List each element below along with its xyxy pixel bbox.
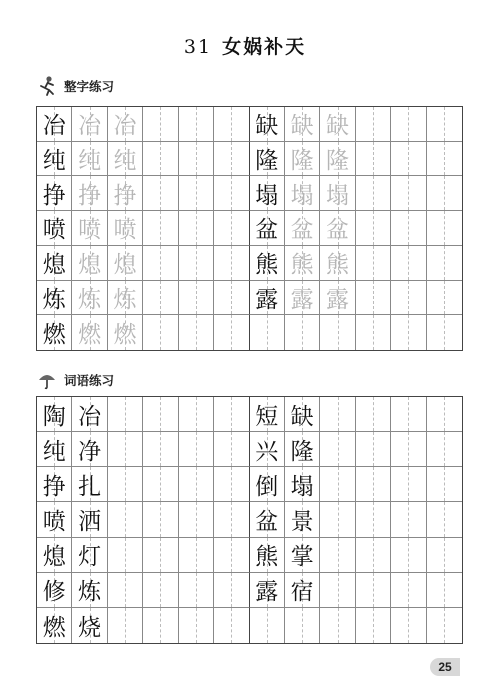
grid-cell[interactable] xyxy=(250,107,285,142)
grid-cell[interactable] xyxy=(108,397,143,432)
grid-cell[interactable] xyxy=(427,211,462,246)
grid-cell[interactable] xyxy=(143,176,178,211)
grid-cell[interactable] xyxy=(391,502,426,537)
grid-cell[interactable] xyxy=(391,211,426,246)
grid-cell[interactable] xyxy=(143,107,178,142)
grid-cell[interactable] xyxy=(320,142,355,177)
grid-cell[interactable] xyxy=(356,315,391,350)
grid-cell[interactable] xyxy=(427,315,462,350)
grid-cell[interactable] xyxy=(356,502,391,537)
grid-cell[interactable] xyxy=(427,176,462,211)
grid-cell[interactable] xyxy=(214,432,249,467)
grid-cell[interactable] xyxy=(108,573,143,608)
grid-cell[interactable] xyxy=(391,573,426,608)
grid-cell[interactable] xyxy=(427,107,462,142)
grid-cell[interactable] xyxy=(250,573,285,608)
grid-cell[interactable] xyxy=(285,538,320,573)
grid-cell[interactable] xyxy=(143,211,178,246)
model-character: 燃 xyxy=(42,614,66,641)
grid-cell[interactable] xyxy=(143,467,178,502)
grid-cell[interactable] xyxy=(427,246,462,281)
grid-cell[interactable] xyxy=(285,432,320,467)
model-character: 兴 xyxy=(255,438,279,465)
grid-cell[interactable] xyxy=(143,397,178,432)
grid-cell[interactable] xyxy=(214,246,249,281)
grid-cell[interactable] xyxy=(37,608,72,643)
grid-cell[interactable] xyxy=(320,467,355,502)
grid-cell[interactable] xyxy=(214,502,249,537)
grid-cell[interactable] xyxy=(320,211,355,246)
model-character: 炼 xyxy=(78,579,102,606)
grid-cell[interactable] xyxy=(320,281,355,316)
section-label-zhengzi: 整字练习 xyxy=(64,79,115,94)
grid-cell[interactable] xyxy=(37,432,72,467)
grid-cell[interactable] xyxy=(356,608,391,643)
grid-cell[interactable] xyxy=(72,538,107,573)
trace-character: 隆 xyxy=(326,148,350,175)
grid-cell[interactable] xyxy=(179,608,214,643)
grid-cell[interactable] xyxy=(72,211,107,246)
grid-cell[interactable] xyxy=(179,432,214,467)
trace-character: 挣 xyxy=(113,182,137,209)
grid-cell[interactable] xyxy=(391,142,426,177)
grid-cell[interactable] xyxy=(214,107,249,142)
zhengzi-grid xyxy=(36,106,463,351)
grid-cell[interactable] xyxy=(391,246,426,281)
grid-cell[interactable] xyxy=(179,281,214,316)
model-character: 塌 xyxy=(255,182,279,209)
grid-cell[interactable] xyxy=(320,107,355,142)
grid-cell[interactable] xyxy=(285,246,320,281)
grid-cell[interactable] xyxy=(250,397,285,432)
grid-cell[interactable] xyxy=(37,246,72,281)
grid-cell[interactable] xyxy=(356,397,391,432)
model-character: 景 xyxy=(290,508,314,535)
model-character: 熊 xyxy=(255,544,279,571)
grid-cell[interactable] xyxy=(250,432,285,467)
trace-character: 缺 xyxy=(290,113,314,140)
grid-cell[interactable] xyxy=(250,246,285,281)
grid-cell[interactable] xyxy=(391,432,426,467)
trace-character: 冶 xyxy=(78,113,102,140)
grid-cell[interactable] xyxy=(214,281,249,316)
grid-cell[interactable] xyxy=(108,502,143,537)
grid-cell[interactable] xyxy=(356,246,391,281)
grid-cell[interactable] xyxy=(72,281,107,316)
page-number: 25 xyxy=(430,658,460,676)
grid-cell[interactable] xyxy=(179,142,214,177)
grid-cell[interactable] xyxy=(214,315,249,350)
grid-cell[interactable] xyxy=(214,608,249,643)
model-character: 倒 xyxy=(255,473,279,500)
grid-cell[interactable] xyxy=(285,397,320,432)
trace-character: 燃 xyxy=(113,322,137,349)
grid-cell[interactable] xyxy=(285,211,320,246)
grid-cell[interactable] xyxy=(72,467,107,502)
grid-cell[interactable] xyxy=(108,467,143,502)
grid-cell[interactable] xyxy=(37,107,72,142)
grid-cell[interactable] xyxy=(108,211,143,246)
grid-cell[interactable] xyxy=(37,538,72,573)
model-character: 挣 xyxy=(42,182,66,209)
trace-character: 熊 xyxy=(326,252,350,279)
grid-cell[interactable] xyxy=(391,315,426,350)
model-character: 露 xyxy=(255,579,279,606)
grid-cell[interactable] xyxy=(37,315,72,350)
grid-cell[interactable] xyxy=(356,281,391,316)
trace-character: 隆 xyxy=(290,148,314,175)
grid-cell[interactable] xyxy=(179,176,214,211)
grid-cell[interactable] xyxy=(143,281,178,316)
grid-cell[interactable] xyxy=(320,397,355,432)
grid-cell[interactable] xyxy=(37,573,72,608)
grid-cell[interactable] xyxy=(214,467,249,502)
grid-cell[interactable] xyxy=(72,608,107,643)
grid-cell[interactable] xyxy=(320,608,355,643)
grid-cell[interactable] xyxy=(37,176,72,211)
grid-cell[interactable] xyxy=(391,538,426,573)
grid-cell[interactable] xyxy=(250,502,285,537)
grid-cell[interactable] xyxy=(179,246,214,281)
trace-character: 燃 xyxy=(78,322,102,349)
grid-cell[interactable] xyxy=(250,608,285,643)
grid-cell[interactable] xyxy=(250,538,285,573)
grid-cell[interactable] xyxy=(37,467,72,502)
model-character: 短 xyxy=(255,403,279,430)
model-character: 盆 xyxy=(255,217,279,244)
grid-cell[interactable] xyxy=(143,573,178,608)
model-character: 盆 xyxy=(255,508,279,535)
trace-character: 炼 xyxy=(113,286,137,313)
grid-cell[interactable] xyxy=(37,281,72,316)
grid-cell[interactable] xyxy=(179,573,214,608)
grid-cell[interactable] xyxy=(72,315,107,350)
grid-cell[interactable] xyxy=(285,176,320,211)
grid-cell[interactable] xyxy=(72,573,107,608)
grid-cell[interactable] xyxy=(72,432,107,467)
grid-cell[interactable] xyxy=(108,432,143,467)
trace-character: 熊 xyxy=(290,252,314,279)
grid-cell[interactable] xyxy=(285,608,320,643)
model-character: 洒 xyxy=(78,508,102,535)
trace-character: 挣 xyxy=(78,182,102,209)
trace-character: 纯 xyxy=(113,148,137,175)
grid-cell[interactable] xyxy=(427,281,462,316)
model-character: 隆 xyxy=(255,148,279,175)
model-character: 净 xyxy=(78,438,102,465)
model-character: 扎 xyxy=(78,473,102,500)
grid-cell[interactable] xyxy=(285,467,320,502)
trace-character: 盆 xyxy=(326,217,350,244)
grid-cell[interactable] xyxy=(427,538,462,573)
model-character: 冶 xyxy=(78,403,102,430)
trace-character: 炼 xyxy=(78,286,102,313)
grid-cell[interactable] xyxy=(143,538,178,573)
grid-cell[interactable] xyxy=(391,281,426,316)
grid-cell[interactable] xyxy=(72,142,107,177)
grid-cell[interactable] xyxy=(214,573,249,608)
grid-cell[interactable] xyxy=(391,397,426,432)
model-character: 掌 xyxy=(290,544,314,571)
grid-cell[interactable] xyxy=(356,538,391,573)
grid-cell[interactable] xyxy=(250,281,285,316)
grid-cell[interactable] xyxy=(320,432,355,467)
trace-character: 熄 xyxy=(78,252,102,279)
grid-cell[interactable] xyxy=(320,573,355,608)
ciyu-grid xyxy=(36,396,463,644)
grid-cell[interactable] xyxy=(356,211,391,246)
model-character: 缺 xyxy=(290,403,314,430)
trace-character: 纯 xyxy=(78,148,102,175)
grid-cell[interactable] xyxy=(143,608,178,643)
grid-cell[interactable] xyxy=(320,176,355,211)
trace-character: 塌 xyxy=(290,182,314,209)
grid-cell[interactable] xyxy=(143,432,178,467)
grid-cell[interactable] xyxy=(214,211,249,246)
model-character: 修 xyxy=(42,579,66,606)
grid-cell[interactable] xyxy=(250,315,285,350)
trace-character: 熄 xyxy=(113,252,137,279)
grid-cell[interactable] xyxy=(285,573,320,608)
running-figure-icon xyxy=(36,75,58,97)
grid-cell[interactable] xyxy=(320,538,355,573)
grid-cell[interactable] xyxy=(356,467,391,502)
grid-cell[interactable] xyxy=(356,142,391,177)
grid-cell[interactable] xyxy=(72,246,107,281)
trace-character: 缺 xyxy=(326,113,350,140)
grid-cell[interactable] xyxy=(108,538,143,573)
model-character: 熄 xyxy=(42,252,66,279)
trace-character: 喷 xyxy=(78,217,102,244)
model-character: 宿 xyxy=(290,579,314,606)
model-character: 冶 xyxy=(42,113,66,140)
grid-cell[interactable] xyxy=(108,107,143,142)
grid-cell[interactable] xyxy=(356,573,391,608)
grid-cell[interactable] xyxy=(179,211,214,246)
grid-cell[interactable] xyxy=(250,176,285,211)
grid-cell[interactable] xyxy=(179,467,214,502)
grid-cell[interactable] xyxy=(214,142,249,177)
grid-cell[interactable] xyxy=(427,573,462,608)
model-character: 灯 xyxy=(78,544,102,571)
model-character: 纯 xyxy=(42,438,66,465)
grid-cell[interactable] xyxy=(72,502,107,537)
trace-character: 盆 xyxy=(290,217,314,244)
model-character: 熊 xyxy=(255,252,279,279)
lesson-title xyxy=(0,32,490,59)
grid-cell[interactable] xyxy=(108,142,143,177)
grid-cell[interactable] xyxy=(143,502,178,537)
grid-cell[interactable] xyxy=(214,397,249,432)
grid-cell[interactable] xyxy=(427,432,462,467)
grid-cell[interactable] xyxy=(391,176,426,211)
grid-cell[interactable] xyxy=(72,176,107,211)
grid-cell[interactable] xyxy=(37,211,72,246)
model-character: 挣 xyxy=(42,473,66,500)
lesson-name: 女娲补天 xyxy=(222,36,307,58)
grid-cell[interactable] xyxy=(250,211,285,246)
grid-cell[interactable] xyxy=(285,502,320,537)
model-character: 塌 xyxy=(290,473,314,500)
grid-cell[interactable] xyxy=(179,502,214,537)
grid-cell[interactable] xyxy=(143,142,178,177)
grid-cell[interactable] xyxy=(320,315,355,350)
grid-cell[interactable] xyxy=(143,246,178,281)
grid-cell[interactable] xyxy=(250,142,285,177)
model-character: 燃 xyxy=(42,322,66,349)
grid-cell[interactable] xyxy=(285,107,320,142)
grid-cell[interactable] xyxy=(108,315,143,350)
grid-cell[interactable] xyxy=(391,608,426,643)
model-character: 炼 xyxy=(42,286,66,313)
model-character: 熄 xyxy=(42,544,66,571)
model-character: 缺 xyxy=(255,113,279,140)
section-header-zhengzi xyxy=(36,74,114,98)
grid-cell[interactable] xyxy=(37,142,72,177)
model-character: 喷 xyxy=(42,217,66,244)
grid-cell[interactable] xyxy=(143,315,178,350)
grid-cell[interactable] xyxy=(108,608,143,643)
umbrella-icon xyxy=(36,369,58,391)
model-character: 露 xyxy=(255,286,279,313)
grid-cell[interactable] xyxy=(179,538,214,573)
section-label-ciyu: 词语练习 xyxy=(64,373,115,388)
grid-cell[interactable] xyxy=(108,246,143,281)
trace-character: 冶 xyxy=(113,113,137,140)
grid-cell[interactable] xyxy=(320,246,355,281)
trace-character: 塌 xyxy=(326,182,350,209)
lesson-number: 31 xyxy=(183,36,213,58)
grid-cell[interactable] xyxy=(250,467,285,502)
grid-cell[interactable] xyxy=(427,502,462,537)
model-character: 陶 xyxy=(42,403,66,430)
grid-cell[interactable] xyxy=(427,608,462,643)
grid-cell[interactable] xyxy=(214,176,249,211)
grid-cell[interactable] xyxy=(427,467,462,502)
trace-character: 露 xyxy=(326,286,350,313)
grid-cell[interactable] xyxy=(108,281,143,316)
grid-cell[interactable] xyxy=(356,432,391,467)
trace-character: 露 xyxy=(290,286,314,313)
grid-cell[interactable] xyxy=(427,142,462,177)
grid-cell[interactable] xyxy=(356,176,391,211)
grid-cell[interactable] xyxy=(72,107,107,142)
grid-cell[interactable] xyxy=(391,467,426,502)
grid-cell[interactable] xyxy=(391,107,426,142)
grid-cell[interactable] xyxy=(72,397,107,432)
trace-character: 喷 xyxy=(113,217,137,244)
grid-cell[interactable] xyxy=(285,142,320,177)
grid-cell[interactable] xyxy=(108,176,143,211)
grid-cell[interactable] xyxy=(179,107,214,142)
model-character: 烧 xyxy=(78,614,102,641)
grid-cell[interactable] xyxy=(37,502,72,537)
grid-cell[interactable] xyxy=(214,538,249,573)
grid-cell[interactable] xyxy=(320,502,355,537)
grid-cell[interactable] xyxy=(285,315,320,350)
grid-cell[interactable] xyxy=(427,397,462,432)
grid-cell[interactable] xyxy=(37,397,72,432)
model-character: 喷 xyxy=(42,508,66,535)
grid-cell[interactable] xyxy=(179,397,214,432)
model-character: 纯 xyxy=(42,148,66,175)
section-header-ciyu xyxy=(36,368,114,392)
grid-cell[interactable] xyxy=(356,107,391,142)
model-character: 隆 xyxy=(290,438,314,465)
grid-cell[interactable] xyxy=(179,315,214,350)
grid-cell[interactable] xyxy=(285,281,320,316)
